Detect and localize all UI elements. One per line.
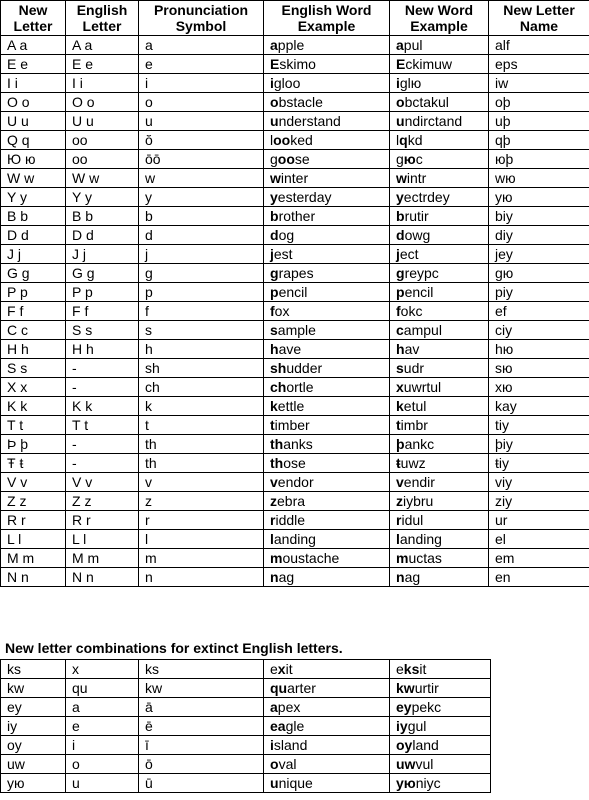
english-letter-cell: a <box>66 698 139 717</box>
pronunciation-symbol-cell: m <box>139 549 264 568</box>
english-word-example-cell: winter <box>264 169 390 188</box>
letter-row <box>1 359 589 378</box>
pronunciation-symbol-cell: l <box>139 530 264 549</box>
new-letter-cell: J j <box>1 245 66 264</box>
new-word-example-cell: þankc <box>390 435 489 454</box>
english-letter-cell: i <box>66 736 139 755</box>
pronunciation-symbol-cell: v <box>139 473 264 492</box>
new-letter-cell: O o <box>1 93 66 112</box>
new-letter-cell: X x <box>1 378 66 397</box>
english-letter-cell: qu <box>66 679 139 698</box>
english-word-example-cell: looked <box>264 131 390 150</box>
english-letter-cell: P p <box>66 283 139 302</box>
new-letter-name-cell: viy <box>489 473 589 492</box>
english-word-example-cell: yesterday <box>264 188 390 207</box>
pronunciation-symbol-cell: ōō <box>139 150 264 169</box>
new-letter-cell: Z z <box>1 492 66 511</box>
new-word-example-cell: campul <box>390 321 489 340</box>
combination-row <box>1 774 491 793</box>
new-letter-name-cell: yю <box>489 188 589 207</box>
letter-row <box>1 36 589 55</box>
pronunciation-symbol-cell: p <box>139 283 264 302</box>
new-word-example-cell: iygul <box>390 717 491 736</box>
new-combination-cell: ks <box>1 660 66 679</box>
english-letter-cell: o <box>66 755 139 774</box>
letter-row <box>1 416 589 435</box>
english-word-example-cell: dog <box>264 226 390 245</box>
letter-row <box>1 321 589 340</box>
pronunciation-symbol-cell: a <box>139 36 264 55</box>
english-letter-cell: A a <box>66 36 139 55</box>
pronunciation-symbol-cell: f <box>139 302 264 321</box>
new-letter-cell: R r <box>1 511 66 530</box>
column-header-pronunciation-symbol: Pronunciation Symbol <box>139 1 264 36</box>
column-header-new-word-example: New Word Example <box>390 1 489 36</box>
new-word-example-cell: sudr <box>390 359 489 378</box>
new-word-example-cell: gюc <box>390 150 489 169</box>
new-letter-name-cell: iw <box>489 74 589 93</box>
new-letter-cell: U u <box>1 112 66 131</box>
pronunciation-symbol-cell: u <box>139 112 264 131</box>
english-letter-cell: N n <box>66 568 139 587</box>
column-header-new-letter: New Letter <box>1 1 66 36</box>
letter-row <box>1 112 589 131</box>
english-word-example-cell: landing <box>264 530 390 549</box>
pronunciation-symbol-cell: r <box>139 511 264 530</box>
letter-row <box>1 74 589 93</box>
column-header-new-letter-name: New Letter Name <box>489 1 589 36</box>
english-letter-cell: oo <box>66 150 139 169</box>
new-word-example-cell: muctas <box>390 549 489 568</box>
new-word-example-cell: kwurtir <box>390 679 491 698</box>
english-word-example-cell: Eskimo <box>264 55 390 74</box>
english-letter-cell: U u <box>66 112 139 131</box>
new-word-example-cell: oyland <box>390 736 491 755</box>
new-word-example-cell: uwvul <box>390 755 491 774</box>
letter-row <box>1 55 589 74</box>
english-letter-cell: G g <box>66 264 139 283</box>
letter-row <box>1 245 589 264</box>
english-letter-cell: e <box>66 717 139 736</box>
english-word-example-cell: jest <box>264 245 390 264</box>
new-letter-name-cell: sю <box>489 359 589 378</box>
new-letter-name-cell: kay <box>489 397 589 416</box>
english-letter-cell: - <box>66 435 139 454</box>
new-letter-name-cell: em <box>489 549 589 568</box>
english-letter-cell: S s <box>66 321 139 340</box>
english-letter-cell: J j <box>66 245 139 264</box>
new-word-example-cell: greypc <box>390 264 489 283</box>
new-word-example-cell: ziybru <box>390 492 489 511</box>
new-letter-name-cell: biy <box>489 207 589 226</box>
letter-row <box>1 340 589 359</box>
pronunciation-symbol-cell: i <box>139 74 264 93</box>
letter-row <box>1 188 589 207</box>
english-word-example-cell: nag <box>264 568 390 587</box>
english-word-example-cell: kettle <box>264 397 390 416</box>
english-letter-cell: B b <box>66 207 139 226</box>
pronunciation-symbol-cell: th <box>139 435 264 454</box>
english-word-example-cell: understand <box>264 112 390 131</box>
combination-row <box>1 698 491 717</box>
pronunciation-symbol-cell: h <box>139 340 264 359</box>
letter-row <box>1 511 589 530</box>
letter-row <box>1 131 589 150</box>
new-letter-name-cell: юþ <box>489 150 589 169</box>
letter-row <box>1 435 589 454</box>
new-combination-cell: yю <box>1 774 66 793</box>
new-word-example-cell: hav <box>390 340 489 359</box>
new-letter-name-cell: uþ <box>489 112 589 131</box>
new-word-example-cell: obctakul <box>390 93 489 112</box>
english-letter-cell: x <box>66 660 139 679</box>
letter-row <box>1 397 589 416</box>
english-word-example-cell: moustache <box>264 549 390 568</box>
english-word-example-cell: exit <box>264 660 390 679</box>
pronunciation-symbol-cell: t <box>139 416 264 435</box>
english-word-example-cell: brother <box>264 207 390 226</box>
new-letter-cell: E e <box>1 55 66 74</box>
english-word-example-cell: oval <box>264 755 390 774</box>
new-letter-name-cell: wю <box>489 169 589 188</box>
letter-row <box>1 150 589 169</box>
pronunciation-symbol-cell: j <box>139 245 264 264</box>
pronunciation-symbol-cell: kw <box>139 679 264 698</box>
pronunciation-symbol-cell: z <box>139 492 264 511</box>
pronunciation-symbol-cell: ch <box>139 378 264 397</box>
new-word-example-cell: ridul <box>390 511 489 530</box>
new-letter-cell: A a <box>1 36 66 55</box>
column-header-english-word-example: English Word Example <box>264 1 390 36</box>
pronunciation-symbol-cell: ks <box>139 660 264 679</box>
english-letter-cell: L l <box>66 530 139 549</box>
new-word-example-cell: ject <box>390 245 489 264</box>
english-word-example-cell: eagle <box>264 717 390 736</box>
new-word-example-cell: pencil <box>390 283 489 302</box>
new-letter-cell: I i <box>1 74 66 93</box>
english-word-example-cell: shudder <box>264 359 390 378</box>
english-letter-cell: W w <box>66 169 139 188</box>
pronunciation-symbol-cell: ŏ <box>139 131 264 150</box>
new-combination-cell: kw <box>1 679 66 698</box>
letter-row <box>1 568 589 587</box>
new-letter-cell: F f <box>1 302 66 321</box>
english-letter-cell: Z z <box>66 492 139 511</box>
letter-row <box>1 473 589 492</box>
new-letter-name-cell: eps <box>489 55 589 74</box>
pronunciation-symbol-cell: k <box>139 397 264 416</box>
new-letter-cell: K k <box>1 397 66 416</box>
new-word-example-cell: Eckimuw <box>390 55 489 74</box>
english-letter-cell: Y y <box>66 188 139 207</box>
new-letter-name-cell: ef <box>489 302 589 321</box>
english-letter-cell: M m <box>66 549 139 568</box>
english-letter-cell: u <box>66 774 139 793</box>
english-word-example-cell: unique <box>264 774 390 793</box>
pronunciation-symbol-cell: s <box>139 321 264 340</box>
english-word-example-cell: apple <box>264 36 390 55</box>
english-letter-cell: T t <box>66 416 139 435</box>
english-word-example-cell: sample <box>264 321 390 340</box>
pronunciation-symbol-cell: o <box>139 93 264 112</box>
new-word-example-cell: lqkd <box>390 131 489 150</box>
new-word-example-cell: brutir <box>390 207 489 226</box>
english-word-example-cell: igloo <box>264 74 390 93</box>
letter-row <box>1 454 589 473</box>
english-letter-cell: oo <box>66 131 139 150</box>
english-word-example-cell: those <box>264 454 390 473</box>
pronunciation-symbol-cell: sh <box>139 359 264 378</box>
english-word-example-cell: zebra <box>264 492 390 511</box>
english-word-example-cell: quarter <box>264 679 390 698</box>
new-letter-name-cell: piy <box>489 283 589 302</box>
new-combination-cell: iy <box>1 717 66 736</box>
new-word-example-cell: dowg <box>390 226 489 245</box>
new-letter-cell: M m <box>1 549 66 568</box>
new-word-example-cell: landing <box>390 530 489 549</box>
new-letter-cell: P p <box>1 283 66 302</box>
english-letter-cell: D d <box>66 226 139 245</box>
english-letter-cell: O o <box>66 93 139 112</box>
pronunciation-symbol-cell: w <box>139 169 264 188</box>
new-letter-cell: H h <box>1 340 66 359</box>
english-word-example-cell: fox <box>264 302 390 321</box>
new-letter-name-cell: ur <box>489 511 589 530</box>
english-letter-cell: - <box>66 378 139 397</box>
new-word-example-cell: eypekc <box>390 698 491 717</box>
new-letter-cell: Þ þ <box>1 435 66 454</box>
pronunciation-symbol-cell: ō <box>139 755 264 774</box>
new-word-example-cell: yюniyc <box>390 774 491 793</box>
new-letter-cell: Q q <box>1 131 66 150</box>
new-letter-name-cell: qþ <box>489 131 589 150</box>
new-word-example-cell: eksit <box>390 660 491 679</box>
new-letter-name-cell: alf <box>489 36 589 55</box>
column-header-english-letter: English Letter <box>66 1 139 36</box>
english-word-example-cell: pencil <box>264 283 390 302</box>
new-word-example-cell: nag <box>390 568 489 587</box>
new-letter-cell: T t <box>1 416 66 435</box>
new-letter-name-cell: xю <box>489 378 589 397</box>
new-word-example-cell: yectrdey <box>390 188 489 207</box>
new-letter-cell: L l <box>1 530 66 549</box>
english-letter-cell: V v <box>66 473 139 492</box>
letter-row <box>1 492 589 511</box>
english-letter-cell: H h <box>66 340 139 359</box>
new-letter-cell: Ю ю <box>1 150 66 169</box>
new-word-example-cell: ketul <box>390 397 489 416</box>
letter-row <box>1 283 589 302</box>
letter-row <box>1 264 589 283</box>
new-word-example-cell: vendir <box>390 473 489 492</box>
new-letter-name-cell: gю <box>489 264 589 283</box>
english-letter-cell: E e <box>66 55 139 74</box>
new-word-example-cell: fokc <box>390 302 489 321</box>
combination-row <box>1 679 491 698</box>
pronunciation-symbol-cell: ē <box>139 717 264 736</box>
english-word-example-cell: timber <box>264 416 390 435</box>
new-letter-cell: B b <box>1 207 66 226</box>
new-letter-name-cell: oþ <box>489 93 589 112</box>
english-letter-cell: - <box>66 359 139 378</box>
letter-row <box>1 549 589 568</box>
english-word-example-cell: riddle <box>264 511 390 530</box>
new-letter-cell: W w <box>1 169 66 188</box>
new-letter-name-cell: ciy <box>489 321 589 340</box>
english-letter-cell: K k <box>66 397 139 416</box>
letter-row <box>1 169 589 188</box>
pronunciation-symbol-cell: ī <box>139 736 264 755</box>
letter-row <box>1 226 589 245</box>
new-word-example-cell: apul <box>390 36 489 55</box>
english-letter-cell: - <box>66 454 139 473</box>
letter-row <box>1 207 589 226</box>
pronunciation-symbol-cell: y <box>139 188 264 207</box>
combination-row <box>1 717 491 736</box>
new-combination-cell: uw <box>1 755 66 774</box>
english-word-example-cell: apex <box>264 698 390 717</box>
new-word-example-cell: xuwrtul <box>390 378 489 397</box>
english-word-example-cell: have <box>264 340 390 359</box>
new-word-example-cell: wintr <box>390 169 489 188</box>
new-letter-name-cell: jey <box>489 245 589 264</box>
english-word-example-cell: thanks <box>264 435 390 454</box>
pronunciation-symbol-cell: th <box>139 454 264 473</box>
english-word-example-cell: obstacle <box>264 93 390 112</box>
combination-row <box>1 736 491 755</box>
letter-row <box>1 302 589 321</box>
new-word-example-cell: iglю <box>390 74 489 93</box>
english-word-example-cell: goose <box>264 150 390 169</box>
pronunciation-symbol-cell: g <box>139 264 264 283</box>
new-letter-cell: D d <box>1 226 66 245</box>
combination-row <box>1 755 491 774</box>
new-letter-cell: N n <box>1 568 66 587</box>
new-letter-name-cell: þiy <box>489 435 589 454</box>
new-letter-cell: Ŧ ŧ <box>1 454 66 473</box>
pronunciation-symbol-cell: d <box>139 226 264 245</box>
pronunciation-symbol-cell: ā <box>139 698 264 717</box>
letter-row <box>1 530 589 549</box>
new-word-example-cell: ŧuwz <box>390 454 489 473</box>
pronunciation-symbol-cell: ū <box>139 774 264 793</box>
new-letter-cell: G g <box>1 264 66 283</box>
new-letter-cell: S s <box>1 359 66 378</box>
new-letter-name-cell: en <box>489 568 589 587</box>
new-letter-cell: Y y <box>1 188 66 207</box>
new-letter-name-cell: tiy <box>489 416 589 435</box>
combination-table <box>0 659 491 793</box>
letter-row <box>1 93 589 112</box>
letter-row <box>1 378 589 397</box>
combination-row <box>1 660 491 679</box>
english-word-example-cell: island <box>264 736 390 755</box>
new-letter-name-cell: ziy <box>489 492 589 511</box>
english-word-example-cell: grapes <box>264 264 390 283</box>
pronunciation-symbol-cell: n <box>139 568 264 587</box>
pronunciation-symbol-cell: e <box>139 55 264 74</box>
new-letter-cell: V v <box>1 473 66 492</box>
english-letter-cell: R r <box>66 511 139 530</box>
new-letter-name-cell: diy <box>489 226 589 245</box>
new-letter-cell: C c <box>1 321 66 340</box>
new-word-example-cell: timbr <box>390 416 489 435</box>
english-word-example-cell: chortle <box>264 378 390 397</box>
new-word-example-cell: undirctand <box>390 112 489 131</box>
english-letter-cell: I i <box>66 74 139 93</box>
new-combination-cell: oy <box>1 736 66 755</box>
new-letter-name-cell: el <box>489 530 589 549</box>
english-word-example-cell: vendor <box>264 473 390 492</box>
section-heading: New letter combinations for extinct English letters. <box>5 640 343 656</box>
new-combination-cell: ey <box>1 698 66 717</box>
new-letter-name-cell: hю <box>489 340 589 359</box>
new-letter-name-cell: ŧiy <box>489 454 589 473</box>
pronunciation-symbol-cell: b <box>139 207 264 226</box>
english-letter-cell: F f <box>66 302 139 321</box>
table-header-row <box>1 1 589 36</box>
